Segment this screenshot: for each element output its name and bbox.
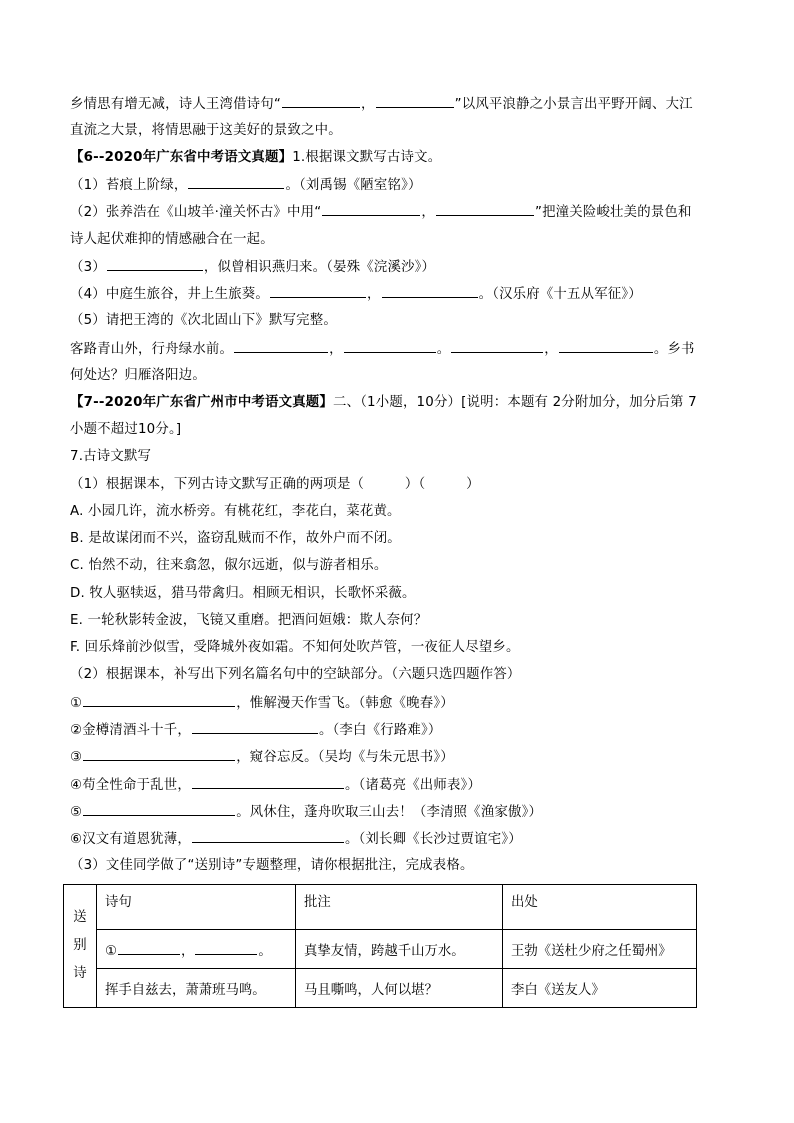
text-line: （1）根据课本，下列古诗文默写正确的两项是（ ）（ ） <box>70 477 480 492</box>
fill-blank[interactable] <box>118 942 180 955</box>
text-line: 直流之大景，将情思融于这美好的景致之中。 <box>70 123 342 138</box>
fill-blank[interactable] <box>436 203 534 216</box>
fill-blank[interactable] <box>344 340 436 353</box>
text-line: （2）根据课本，补写出下列名篇名句中的空缺部分。（六题只选四题作答） <box>70 667 521 682</box>
text-line: ⑥汉文有道恩犹薄， 。（刘长卿《长沙过贾谊宅》） <box>70 832 522 847</box>
table-cell-note: 马且嘶鸣，人何以堪？ <box>296 969 503 1008</box>
text-line: （4）中庭生旅谷，井上生旅葵。 ， 。（汉乐府《十五从军征》） <box>70 287 642 302</box>
table-cell-source: 李白《送友人》 <box>503 969 697 1008</box>
table-cell-poem: 挥手自兹去，萧萧班马鸣。 <box>97 969 296 1008</box>
table-row <box>64 885 697 930</box>
option-b: B. 是故谋闭而不兴，盗窃乱贼而不作，故外户而不闭。 <box>70 531 401 546</box>
fill-blank[interactable] <box>282 95 360 108</box>
text-line: ③ ，窥谷忘反。（吴均《与朱元思书》） <box>70 750 454 765</box>
text-line: 7.古诗文默写 <box>70 449 152 464</box>
text-line: ②金樽清酒斗十千， 。（李白《行路难》） <box>70 723 442 738</box>
table-cell-source: 王勃《送杜少府之任蜀州》 <box>503 930 697 969</box>
fill-blank[interactable] <box>83 748 235 761</box>
text-line: 诗人起伏难抑的情感融合在一起。 <box>70 232 274 247</box>
option-f: F. 回乐烽前沙似雪，受降城外夜如霜。不知何处吹芦管，一夜征人尽望乡。 <box>70 640 520 655</box>
fill-blank[interactable] <box>382 285 478 298</box>
option-d: D. 牧人驱犊返，猎马带禽归。相顾无相识，长歌怀采薇。 <box>70 586 416 601</box>
table-cell-note: 真挚友情，跨越千山万水。 <box>296 930 503 969</box>
fill-blank[interactable] <box>192 776 344 789</box>
fill-blank[interactable] <box>192 830 344 843</box>
text-line: ① ，惟解漫天作雪飞。（韩愈《晚春》） <box>70 696 454 711</box>
text-line: 小题不超过10分。] <box>70 422 182 437</box>
option-a: A. 小园几许，流水桥旁。有桃花红，李花白，菜花黄。 <box>70 504 401 519</box>
fill-blank[interactable] <box>107 258 203 271</box>
fill-blank[interactable] <box>83 694 235 707</box>
fill-blank[interactable] <box>188 176 284 189</box>
text-line: 乡情思有增无减，诗人王湾借诗句“ ， ”以风平浪静之小景言出平野开阔、大江 <box>70 97 693 112</box>
fill-blank[interactable] <box>192 721 318 734</box>
fill-blank[interactable] <box>270 285 366 298</box>
fill-blank[interactable] <box>559 340 653 353</box>
table-cell-poem: ① ， 。 <box>97 930 296 969</box>
question-header: 【7--2020年广东省广州市中考语文真题】二、（1小题，10分）[说明：本题有 2分附加分，加分后第 7 <box>70 395 697 410</box>
table-row <box>64 930 697 969</box>
table-header-source: 出处 <box>503 885 697 930</box>
question-header: 【6--2020年广东省中考语文真题】1.根据课文默写古诗文。 <box>70 150 442 165</box>
text-line: ④苟全性命于乱世， 。（诸葛亮《出师表》） <box>70 778 482 793</box>
text-line: （1）苔痕上阶绿， 。（刘禹锡《陋室铭》） <box>70 178 422 193</box>
text-line: ⑤ 。风休住，蓬舟吹取三山去！（李清照《渔家傲》） <box>70 805 543 820</box>
table-header-poem: 诗句 <box>97 885 296 930</box>
text-line: （3） ，似曾相识燕归来。（晏殊《浣溪沙》） <box>70 260 436 275</box>
table-row <box>64 969 697 1008</box>
text-line: 何处达？归雁洛阳边。 <box>70 368 206 383</box>
option-e: E. 一轮秋影转金波，飞镜又重磨。把酒问姮娥：欺人奈何？ <box>70 613 428 628</box>
text-line: 客路青山外，行舟绿水前。 ， 。 ， 。乡书 <box>70 342 695 357</box>
source-tag: 【7--2020年广东省广州市中考语文真题】 <box>70 395 333 410</box>
option-c: C. 怡然不动，往来翕忽，俶尔远逝，似与游者相乐。 <box>70 558 388 573</box>
text-line: （3）文佳同学做了“送别诗”专题整理，请你根据批注，完成表格。 <box>70 858 474 873</box>
text-line: （5）请把王湾的《次北固山下》默写完整。 <box>70 313 337 328</box>
farewell-poem-table <box>63 884 697 1008</box>
fill-blank[interactable] <box>322 203 420 216</box>
fill-blank[interactable] <box>234 340 328 353</box>
fill-blank[interactable] <box>83 803 235 816</box>
fill-blank[interactable] <box>195 942 257 955</box>
source-tag: 【6--2020年广东省中考语文真题】 <box>70 150 293 165</box>
fill-blank[interactable] <box>451 340 543 353</box>
text-line: （2）张养浩在《山坡羊·潼关怀古》中用“ ， ”把潼关险峻壮美的景色和 <box>70 205 692 220</box>
fill-blank[interactable] <box>376 95 454 108</box>
table-side-label: 送别诗 <box>64 885 97 1008</box>
table-header-note: 批注 <box>296 885 503 930</box>
